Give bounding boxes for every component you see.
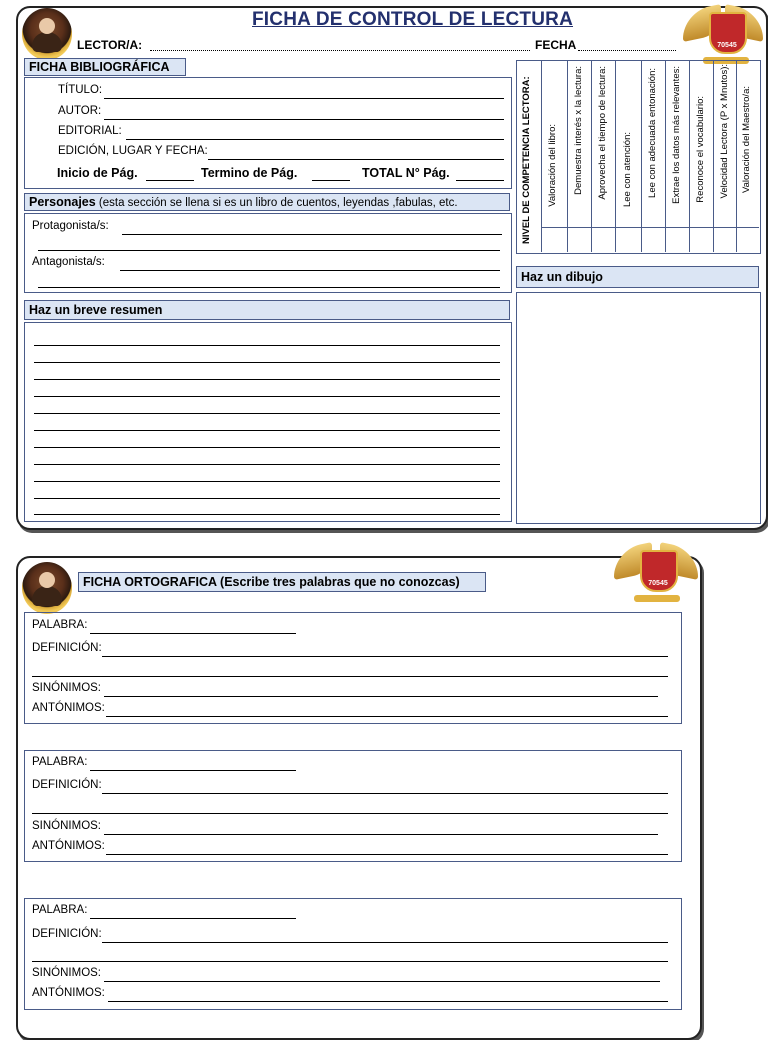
dibujo-box[interactable]: [516, 292, 761, 524]
resumen-line[interactable]: [34, 481, 500, 482]
definicion-field-2[interactable]: [32, 676, 668, 677]
word-block: [24, 750, 682, 862]
inicio-pag-label: Inicio de Pág.: [57, 166, 138, 180]
competencia-col: Lee con adecuada entonación:: [647, 68, 658, 198]
definicion-field-2[interactable]: [32, 961, 668, 962]
antagonista-field[interactable]: [120, 270, 500, 271]
sinonimos-label: SINÓNIMOS:: [32, 820, 102, 832]
table-divider: [736, 60, 737, 252]
antonimos-field[interactable]: [106, 854, 668, 855]
crest-number: 70545: [717, 42, 737, 49]
competencia-col: Aprovecha el tiempo de lectura:: [597, 66, 608, 200]
palabra-label: PALABRA:: [32, 619, 88, 631]
palabra-field[interactable]: [90, 918, 296, 919]
table-divider: [689, 60, 690, 252]
definicion-field-2[interactable]: [32, 813, 668, 814]
competencia-col: Lee con atención:: [622, 132, 633, 208]
resumen-header: Haz un breve resumen: [24, 300, 510, 320]
antonimos-label: ANTÓNIMOS:: [32, 987, 105, 999]
table-divider: [665, 60, 666, 252]
definicion-label: DEFINICIÓN:: [32, 779, 102, 791]
biblio-header: FICHA BIBLIOGRÁFICA: [24, 58, 186, 76]
competencia-col: Reconoce el vocabulario:: [695, 96, 706, 203]
badge-face: [39, 572, 55, 588]
protagonista-label: Protagonista/s:: [32, 220, 109, 232]
termino-pag-label: Termino de Pág.: [201, 166, 298, 180]
definicion-field[interactable]: [102, 656, 668, 657]
protagonista-field-2[interactable]: [38, 250, 500, 251]
saint-portrait-badge: [22, 8, 72, 60]
table-divider: [713, 60, 714, 252]
personajes-note: (esta sección se llena si es un libro de cuentos, leyendas ,fabulas, etc.: [98, 197, 458, 209]
page-title: FICHA DE CONTROL DE LECTURA: [252, 9, 574, 30]
editorial-field[interactable]: [126, 139, 504, 140]
school-crest-icon: [683, 2, 763, 68]
saint-portrait-badge: [22, 562, 72, 614]
table-divider: [615, 60, 616, 252]
resumen-line[interactable]: [34, 447, 500, 448]
competencia-col: Demuestra interés x la lectura:: [573, 66, 584, 195]
resumen-line[interactable]: [34, 413, 500, 414]
total-pag-label: TOTAL N° Pág.: [362, 166, 450, 180]
competencia-col: Valoración del Maestro/a:: [741, 86, 752, 194]
palabra-label: PALABRA:: [32, 756, 88, 768]
word-block: [24, 612, 682, 724]
table-divider: [567, 60, 568, 252]
resumen-line[interactable]: [34, 464, 500, 465]
palabra-field[interactable]: [90, 633, 296, 634]
resumen-line[interactable]: [34, 430, 500, 431]
table-divider: [541, 60, 542, 252]
fecha-label: FECHA: [535, 38, 577, 52]
antonimos-field[interactable]: [108, 1001, 668, 1002]
sinonimos-label: SINÓNIMOS:: [32, 967, 102, 979]
edicion-field[interactable]: [208, 159, 504, 160]
word-block: [24, 898, 682, 1010]
resumen-line[interactable]: [34, 514, 500, 515]
definicion-label: DEFINICIÓN:: [32, 928, 102, 940]
table-row-divider: [541, 227, 759, 228]
inicio-pag-field[interactable]: [146, 180, 194, 181]
sinonimos-field[interactable]: [104, 981, 660, 982]
competencia-col: Velocidad Lectora (P x Mnutos):: [719, 64, 730, 199]
lector-label: LECTOR/A:: [77, 38, 143, 52]
termino-pag-field[interactable]: [312, 180, 350, 181]
antagonista-label: Antagonista/s:: [32, 256, 105, 268]
definicion-field[interactable]: [102, 793, 668, 794]
resumen-line[interactable]: [34, 362, 500, 363]
sinonimos-field[interactable]: [104, 834, 658, 835]
titulo-field[interactable]: [104, 98, 504, 99]
resumen-line[interactable]: [34, 498, 500, 499]
fecha-field[interactable]: [578, 50, 676, 51]
autor-label: AUTOR:: [58, 105, 102, 117]
dibujo-header: Haz un dibujo: [516, 266, 759, 288]
total-pag-field[interactable]: [456, 180, 504, 181]
crest-number: 70545: [648, 580, 668, 587]
personajes-title: Personajes: [29, 195, 96, 209]
crest-scroll: [634, 595, 680, 602]
protagonista-field[interactable]: [122, 234, 502, 235]
badge-face: [39, 18, 55, 34]
palabra-label: PALABRA:: [32, 904, 88, 916]
sinonimos-field[interactable]: [104, 696, 658, 697]
edicion-label: EDICIÓN, LUGAR Y FECHA:: [58, 145, 208, 157]
badge-cloak: [32, 32, 62, 52]
resumen-line[interactable]: [34, 396, 500, 397]
school-crest-icon: [614, 540, 698, 612]
antagonista-field-2[interactable]: [38, 287, 500, 288]
autor-field[interactable]: [104, 119, 504, 120]
badge-cloak: [32, 586, 62, 606]
resumen-line[interactable]: [34, 379, 500, 380]
lector-field[interactable]: [150, 50, 530, 51]
antonimos-label: ANTÓNIMOS:: [32, 840, 105, 852]
resumen-box: [24, 322, 512, 522]
table-divider: [591, 60, 592, 252]
personajes-header: [24, 193, 510, 211]
ortografica-header: FICHA ORTOGRAFICA (Escribe tres palabras que no conozcas): [78, 572, 486, 592]
antonimos-field[interactable]: [106, 716, 668, 717]
competencia-col: Extrae los datos más relevantes:: [671, 66, 682, 204]
editorial-label: EDITORIAL:: [58, 125, 122, 137]
competencia-title: NIVEL DE COMPETENCIA LECTORA:: [521, 76, 532, 244]
definicion-field[interactable]: [102, 942, 668, 943]
competencia-col: Valoración del libro:: [547, 124, 558, 207]
table-divider: [641, 60, 642, 252]
palabra-field[interactable]: [90, 770, 296, 771]
antonimos-label: ANTÓNIMOS:: [32, 702, 105, 714]
resumen-line[interactable]: [34, 345, 500, 346]
definicion-label: DEFINICIÓN:: [32, 642, 102, 654]
titulo-label: TÍTULO:: [58, 84, 103, 96]
sinonimos-label: SINÓNIMOS:: [32, 682, 102, 694]
